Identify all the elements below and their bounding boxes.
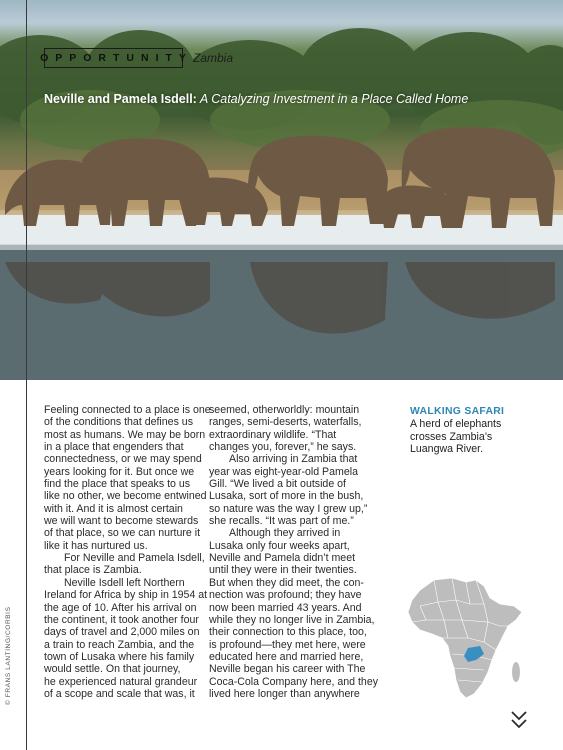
article-line: Also arriving in Zambia that [229,453,358,466]
africa-locator-map [404,576,538,702]
article-line: Lusaka, sort of more in the bush, [209,490,364,503]
article-line: changes you, forever,” he says. [209,441,357,454]
article-line: Coca-Cola Company here, and they [209,675,379,688]
article-line: Gill. “We lived a bit outside of [209,478,346,491]
article-line: ranges, semi-deserts, waterfalls, [209,416,362,429]
article-line: we will want to become stewards [44,515,199,528]
article-line: so nature was the way I grew up,” [209,502,368,515]
article-line: town of Lusaka where his family [44,650,195,663]
article-line: find the place that speaks to us [44,478,191,491]
article-line: educated here and married here, [209,650,364,663]
article-line: that place is Zambia. [44,564,142,577]
article-line: is profound—they met here, were [209,638,366,651]
article-column-2 [209,404,379,700]
article-line: of a scope and scale that was, it [44,687,195,700]
headline-subtitle: A Catalyzing Investment in a Place Called Home [196,92,469,106]
article-line: Feeling connected to a place is one [44,404,211,416]
section-tag [40,48,193,68]
section-label: OPPORTUNITY [40,52,193,64]
left-margin-rule [26,0,27,750]
caption-text: A herd of elephants crosses Zambia’s Luangwa River. [410,418,502,456]
article-line: until they were in their twenties. [209,564,357,577]
article-headline [44,92,468,106]
article-line: in a place that engenders that [44,441,184,454]
section-place: Zambia [193,51,234,65]
article-line: a train to reach Zambia, and the [44,638,195,651]
article-line: the age of 10. After his arrival on [44,601,197,614]
article-line: while they no longer live in Zambia, [209,613,375,626]
headline-names: Neville and Pamela Isdell: [44,92,197,106]
photo-caption [410,406,520,456]
article-line: Ireland for Africa by ship in 1954 at [44,589,208,602]
article-line: like no other, we become entwined [44,490,207,503]
photo-credit: © FRANS LANTING/CORBIS [5,606,12,705]
article-line: he experienced natural grandeur [44,675,198,688]
article-line: now been married 43 years. And [209,601,362,614]
article-column-1 [44,404,211,700]
article-line: most as humans. We may be born [44,428,206,441]
double-chevron-down-icon[interactable] [507,709,531,731]
article-line: their connection to this place, too, [209,626,367,639]
article-line: connectedness, or we may spend [44,453,202,466]
article-line: But when they did meet, the con- [209,576,364,589]
article-line: year was eight-year-old Pamela [209,465,358,478]
caption-title: WALKING SAFARI [410,406,505,417]
article-line: days of travel and 2,000 miles on [44,626,200,639]
article-line: Neville Isdell left Northern [64,576,185,589]
article-line: lived here longer than anywhere [209,687,360,700]
madagascar [512,662,520,682]
article-line: Although they arrived in [229,527,341,540]
article-line: she recalls. “It was part of me.” [209,515,354,528]
article-line: Neville and Pamela didn’t meet [209,552,356,565]
article-line: Lusaka only four weeks apart, [209,539,350,552]
article-line: Neville began his career with The [209,663,366,676]
article-line: seemed, otherworldly: mountain [209,404,360,416]
article-line: would settle. On that journey, [44,663,181,676]
article-line: For Neville and Pamela Isdell, [64,552,205,565]
article-line: of the conditions that defines us [44,416,194,429]
article-line: like it has nurtured us. [44,539,148,552]
article-line: nection was profound; they have [209,589,362,602]
article-line: the continent, it took another four [44,613,199,626]
article-line: of that place, so we can nurture it [44,527,201,540]
article-line: years looking for it. But once we [44,465,195,478]
article-line: with it. And it is almost certain [44,502,183,515]
article-line: extraordinary wildlife. “That [209,428,337,441]
